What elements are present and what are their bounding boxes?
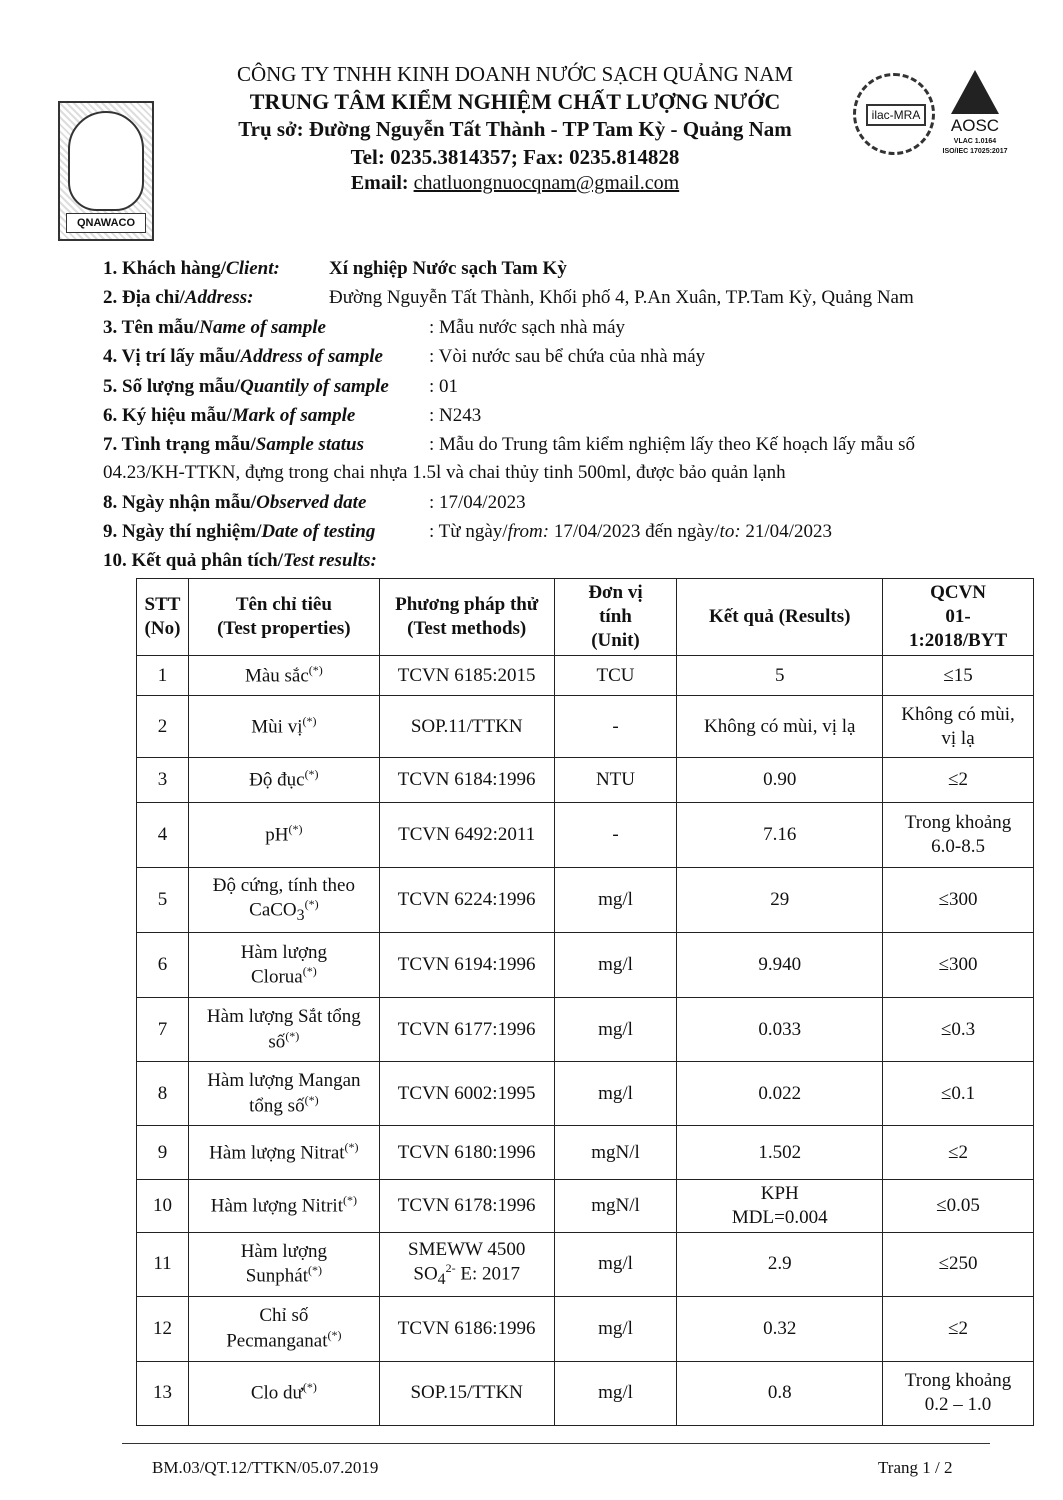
phone-line: Tel: 0235.3814357; Fax: 0235.814828	[350, 145, 680, 169]
email-link[interactable]: chatluongnuocqnam@gmail.com	[413, 172, 680, 194]
cell-name: Hàm lượng Nitrit(*)	[188, 1180, 379, 1233]
table-row: 5 Độ cứng, tính theo CaCO$_3$(*) TCVN 6224:1996 mg/l 29 ≤300	[137, 868, 1034, 933]
cell-name: Chỉ số Pecmanganat(*)	[188, 1296, 379, 1361]
info-sample-location: 4. Vị trí lấy mẫu/Address of sample : Vòi nước sau bể chứa của nhà máy	[103, 346, 706, 367]
cell-name: Hàm lượng Sunphát(*)	[188, 1232, 379, 1296]
cell-name: Hàm lượng Nitrat(*)	[188, 1126, 379, 1180]
table-row: 8 Hàm lượng Mangan tổng số(*) TCVN 6002:1995 mg/l 0.022 ≤0.1	[137, 1062, 1034, 1126]
email-label: Email:	[350, 172, 409, 194]
cell-name: pH(*)	[188, 803, 379, 868]
sample-quantity-value: : 01	[429, 376, 459, 397]
info-test-date: 9. Ngày thí nghiệm/Date of testing : Từ ngày/from: 17/04/2023 đến ngày/to: 21/04/2023	[103, 521, 832, 542]
info-sample-quantity: 5. Số lượng mẫu/Quantily of sample : 01	[103, 376, 459, 397]
email-line	[170, 172, 860, 195]
aosc-accreditation-logo	[935, 70, 1015, 160]
info-client: 1. Khách hàng/Client: Xí nghiệp Nước sạch Tam Kỳ	[103, 258, 567, 279]
cell-name: Màu sắc(*)	[188, 656, 379, 696]
header-stt: STT (No)	[137, 579, 189, 656]
cell-result: KPH MDL=0.004	[677, 1180, 883, 1233]
aosc-triangle-icon	[951, 70, 999, 114]
cell-name: Độ cứng, tính theo CaCO$_3$(*)	[188, 868, 379, 933]
info-sample-name: 3. Tên mẫu/Name of sample : Mẫu nước sạch nhà máy	[103, 317, 626, 338]
header-result: Kết quả (Results)	[677, 579, 883, 656]
header-name: Tên chỉ tiêu (Test properties)	[188, 579, 379, 656]
table-row: 7 Hàm lượng Sắt tổng số(*) TCVN 6177:1996 mg/l 0.033 ≤0.3	[137, 998, 1034, 1062]
address-value: Đường Nguyễn Tất Thành, Khối phố 4, P.An Xuân, TP.Tam Kỳ, Quảng Nam	[329, 287, 914, 308]
sample-status-value: : Mẫu do Trung tâm kiểm nghiệm lấy theo Kế hoạch lấy mẫu số	[429, 434, 916, 455]
cell-name: Hàm lượng Sắt tổng số(*)	[188, 998, 379, 1062]
info-received-date: 8. Ngày nhận mẫu/Observed date : 17/04/2023	[103, 492, 526, 513]
sample-mark-value: : N243	[429, 405, 482, 426]
sample-name-value: : Mẫu nước sạch nhà máy	[429, 317, 626, 338]
header-qcvn: QCVN 01- 1:2018/BYT	[883, 579, 1034, 656]
results-table	[136, 578, 1034, 1426]
header-unit: Đơn vị tính (Unit)	[554, 579, 677, 656]
table-row: 3 Độ đục(*) TCVN 6184:1996 NTU 0.90 ≤2	[137, 758, 1034, 803]
received-date-value: : 17/04/2023	[429, 492, 526, 513]
cell-name: Mùi vị(*)	[188, 696, 379, 758]
center-name: TRUNG TÂM KIỂM NGHIỆM CHẤT LƯỢNG NƯỚC	[249, 89, 781, 114]
test-date-value: : Từ ngày/from: 17/04/2023 đến ngày/to: 21/04/2023	[429, 521, 832, 542]
sample-location-value: : Vòi nước sau bể chứa của nhà máy	[429, 346, 706, 367]
sample-status-continuation: 04.23/KH-TTKN, đựng trong chai nhựa 1.5l và chai thủy tinh 500ml, được bảo quản lạnh	[103, 462, 786, 483]
footer-divider	[122, 1443, 990, 1444]
table-row: 10 Hàm lượng Nitrit(*) TCVN 6178:1996 mgN/l KPH MDL=0.004 ≤0.05	[137, 1180, 1034, 1233]
info-results-heading: 10. Kết quả phân tích/Test results:	[103, 550, 377, 571]
ilac-seal-icon	[853, 73, 935, 155]
cell-limit: Không có mùi, vị lạ	[883, 696, 1034, 758]
client-value: Xí nghiệp Nước sạch Tam Kỳ	[329, 258, 567, 279]
cell-name: Hàm lượng Mangan tổng số(*)	[188, 1062, 379, 1126]
aosc-vilas: VLAC 1.0164	[953, 138, 997, 145]
cell-name: Độ đục(*)	[188, 758, 379, 803]
page-number: Trang 1 / 2	[878, 1458, 953, 1477]
info-sample-mark: 6. Ký hiệu mẫu/Mark of sample : N243	[103, 405, 482, 426]
table-row: 12 Chỉ số Pecmanganat(*) TCVN 6186:1996 mg/l 0.32 ≤2	[137, 1296, 1034, 1361]
table-row: 4 pH(*) TCVN 6492:2011 - 7.16 Trong khoảng 6.0-8.5	[137, 803, 1034, 868]
table-row: 11 Hàm lượng Sunphát(*) SMEWW 4500 $SO_4^{2-}$ E: 2017 mg/l 2.9 ≤250	[137, 1232, 1034, 1296]
cell-name: Hàm lượng Clorua(*)	[188, 933, 379, 998]
water-drop-icon	[68, 111, 144, 211]
table-row: 6 Hàm lượng Clorua(*) TCVN 6194:1996 mg/l 9.940 ≤300	[137, 933, 1034, 998]
table-header-row	[137, 579, 1034, 656]
aosc-iso: ISO/IEC 17025:2017	[942, 148, 1008, 155]
header-method: Phương pháp thử (Test methods)	[379, 579, 554, 656]
company-name: CÔNG TY TNHH KINH DOANH NƯỚC SẠCH QUẢNG NAM	[236, 62, 794, 86]
table-row: 9 Hàm lượng Nitrat(*) TCVN 6180:1996 mgN/l 1.502 ≤2	[137, 1126, 1034, 1180]
cell-method: SMEWW 4500 $SO_4^{2-}$ E: 2017	[379, 1232, 554, 1296]
cell-limit: Trong khoảng 0.2 – 1.0	[883, 1361, 1034, 1425]
logo-label: QNAWACO	[66, 213, 146, 233]
table-row: 2 Mùi vị(*) SOP.11/TTKN - Không có mùi, vị lạ Không có mùi, vị lạ	[137, 696, 1034, 758]
aosc-name: AOSC	[950, 116, 1000, 135]
info-address: 2. Địa chỉ/Address: Đường Nguyễn Tất Thành, Khối phố 4, P.An Xuân, TP.Tam Kỳ, Quảng Nam	[103, 287, 914, 308]
info-sample-status: 7. Tình trạng mẫu/Sample status : Mẫu do Trung tâm kiểm nghiệm lấy theo Kế hoạch lấy mẫu số	[103, 434, 916, 455]
address-line: Trụ sở: Đường Nguyễn Tất Thành - TP Tam Kỳ - Quảng Nam	[238, 117, 792, 141]
table-row: 1 Màu sắc(*) TCVN 6185:2015 TCU 5 ≤15	[137, 656, 1034, 696]
company-logo	[58, 101, 154, 241]
seal-label: ilac-MRA	[866, 104, 926, 126]
form-code: BM.03/QT.12/TTKN/05.07.2019	[152, 1458, 379, 1477]
cell-name: Clo dư(*)	[188, 1361, 379, 1425]
table-row: 13 Clo dư(*) SOP.15/TTKN mg/l 0.8 Trong khoảng 0.2 – 1.0	[137, 1361, 1034, 1425]
cell-limit: Trong khoảng 6.0-8.5	[883, 803, 1034, 868]
